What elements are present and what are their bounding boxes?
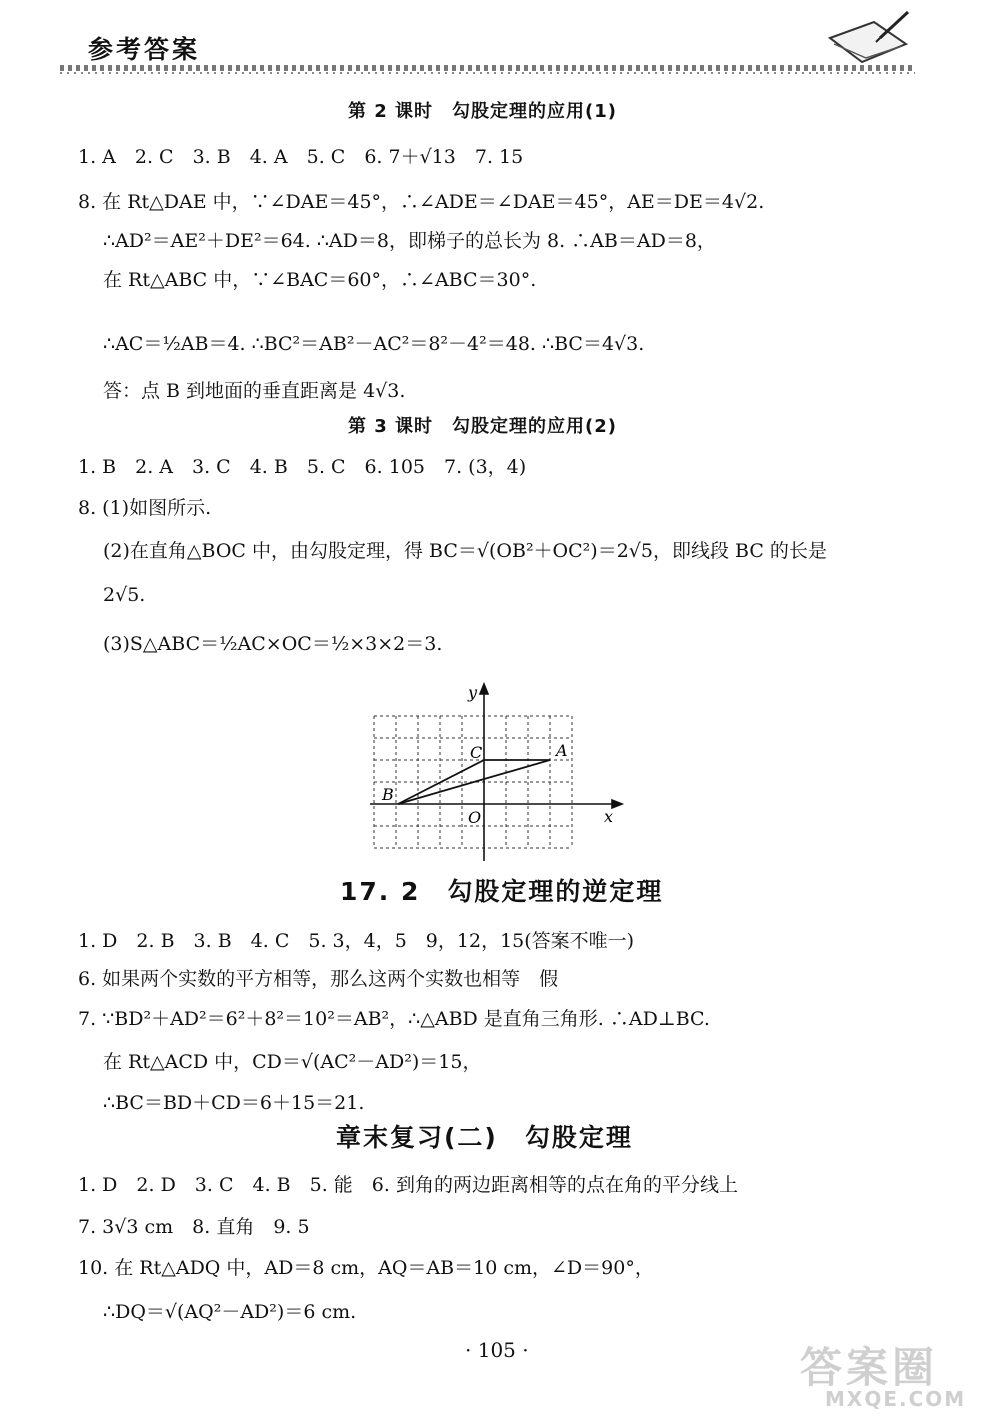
- label-b: B: [382, 785, 394, 804]
- segment-ab: [398, 760, 550, 804]
- header-divider: [60, 65, 915, 71]
- lesson2-title: 第 2 课时 勾股定理的应用(1): [348, 101, 618, 122]
- lesson2-line-3: ∴AD²＝AE²＋DE²＝64. ∴AD＝8，即梯子的总长为 8. ∴AB＝AD＝8，: [103, 230, 716, 252]
- lesson3-line-5: (3)S△ABC＝½AC×OC＝½×3×2＝3.: [103, 633, 443, 655]
- review-line-4: ∴DQ＝√(AQ²－AD²)＝6 cm.: [103, 1301, 357, 1323]
- lesson3-line-1: 1. B 2. A 3. C 4. B 5. C 6. 105 7. (3，4): [78, 456, 527, 478]
- lesson3-line-3: (2)在直角△BOC 中，由勾股定理，得 BC＝√(OB²＋OC²)＝2√5，即线段 BC 的长是: [103, 540, 827, 562]
- review-line-1: 1. D 2. D 3. C 4. B 5. 能 6. 到角的两边距离相等的点在角的平分线上: [78, 1174, 738, 1196]
- notebook-pen-icon: [822, 8, 912, 64]
- section172-line-1: 1. D 2. B 3. B 4. C 5. 3，4，5 9，12，15(答案不唯一): [78, 930, 635, 952]
- section172-line-2: 6. 如果两个实数的平方相等，那么这两个实数也相等 假: [78, 968, 559, 990]
- review-title: 章末复习(二) 勾股定理: [336, 1123, 633, 1152]
- lesson2-line-5: ∴AC＝½AB＝4. ∴BC²＝AB²－AC²＝8²－4²＝48. ∴BC＝4√3.: [103, 333, 645, 355]
- y-axis-arrow: [480, 684, 488, 694]
- section172-line-3: 7. ∵BD²＋AD²＝6²＋8²＝10²＝AB²，∴△ABD 是直角三角形. ∴AD⊥BC.: [78, 1008, 710, 1030]
- header-title: 参考答案: [88, 35, 201, 64]
- lesson2-line-2: 8. 在 Rt△DAE 中，∵∠DAE＝45°，∴∠ADE＝∠DAE＝45°，AE＝DE＝4√2.: [78, 191, 765, 213]
- label-a: A: [556, 741, 568, 760]
- page-number: · 105 ·: [465, 1338, 529, 1362]
- triangle-abc: [398, 760, 550, 804]
- review-line-3: 10. 在 Rt△ADQ 中，AD＝8 cm，AQ＝AB＝10 cm，∠D＝90°，: [78, 1257, 654, 1279]
- lesson2-line-6: 答：点 B 到地面的垂直距离是 4√3.: [103, 380, 406, 402]
- lesson3-title: 第 3 课时 勾股定理的应用(2): [348, 416, 618, 437]
- lesson3-line-2: 8. (1)如图所示.: [78, 497, 212, 519]
- section172-title: 17. 2 勾股定理的逆定理: [340, 877, 664, 906]
- section172-line-5: ∴BC＝BD＋CD＝6＋15＝21.: [103, 1092, 365, 1114]
- label-origin: O: [468, 808, 482, 827]
- review-line-2: 7. 3√3 cm 8. 直角 9. 5: [78, 1216, 310, 1238]
- watermark-url: MXQE.COM: [825, 1387, 967, 1411]
- label-x: x: [604, 807, 614, 826]
- x-axis-arrow: [612, 800, 622, 808]
- lesson3-line-4: 2√5.: [103, 584, 146, 606]
- watermark-text: 答案圈: [800, 1343, 939, 1392]
- figure-axes: [370, 684, 622, 861]
- header-divider-secondary: [60, 72, 915, 74]
- coordinate-figure: [360, 676, 630, 866]
- lesson2-line-1: 1. A 2. C 3. B 4. A 5. C 6. 7＋√13 7. 15: [78, 146, 524, 168]
- section172-line-4: 在 Rt△ACD 中，CD＝√(AC²－AD²)＝15，: [103, 1051, 482, 1073]
- watermark-logo: [800, 1335, 990, 1415]
- lesson2-line-4: 在 Rt△ABC 中，∵∠BAC＝60°，∴∠ABC＝30°.: [103, 269, 537, 291]
- label-c: C: [470, 743, 483, 762]
- label-y: y: [468, 683, 478, 702]
